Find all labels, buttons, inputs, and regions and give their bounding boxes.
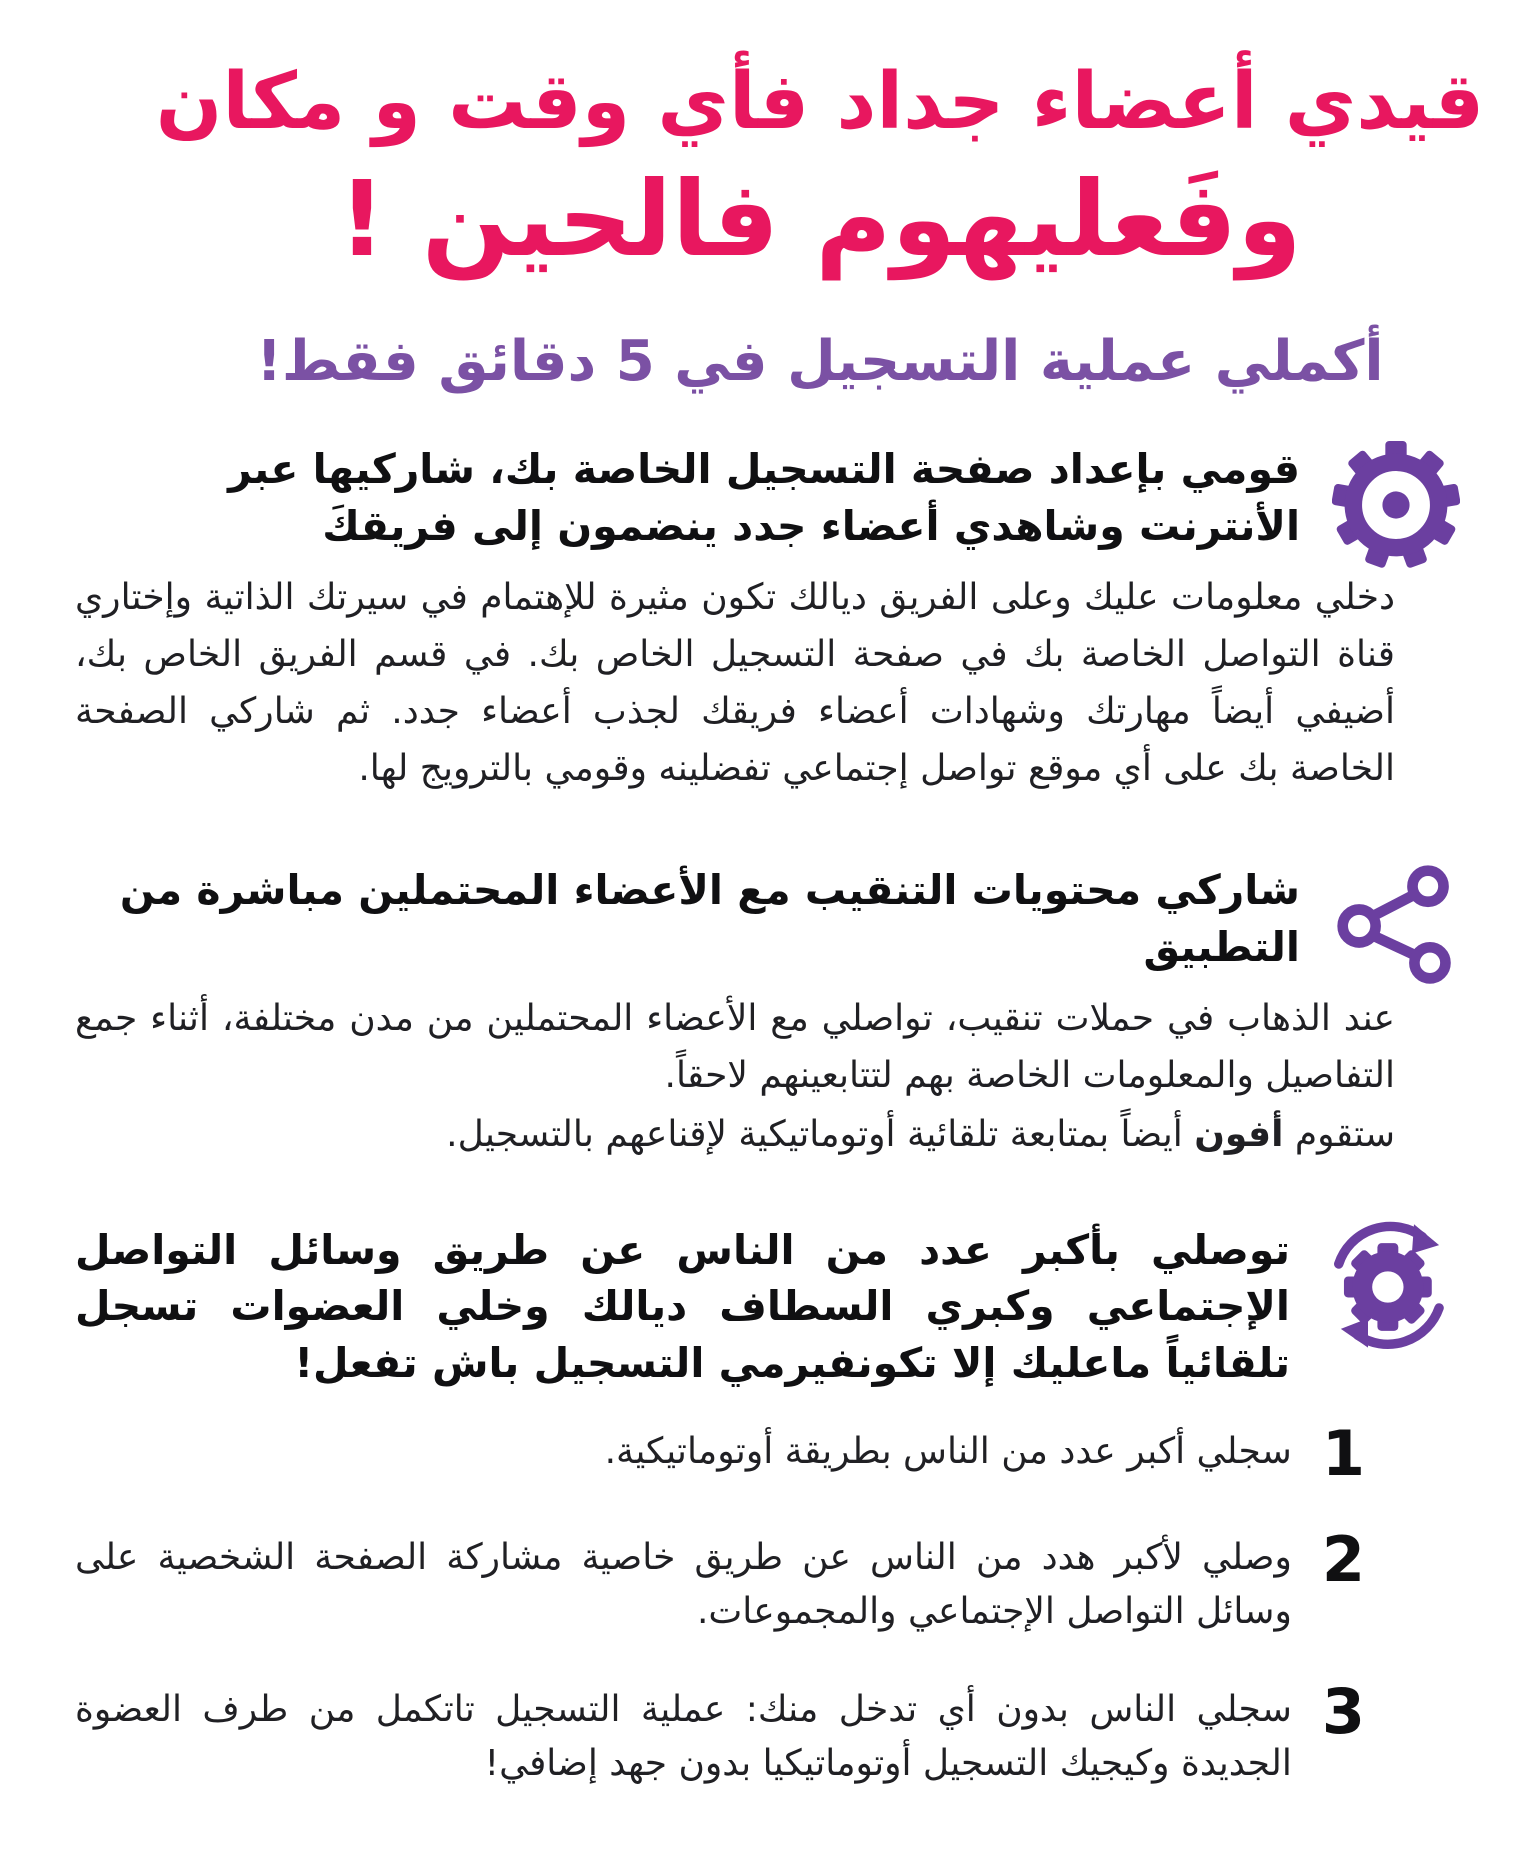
section-body-paragraph: عند الذهاب في حملات تنقيب، تواصلي مع الأعضاء المحتملين من مدن مختلفة، أثناء جمع التفاصيل والمعلومات الخاصة بهم لتتابعينهم لاحقاً. — [75, 998, 1395, 1096]
section-setup-page — [75, 441, 1460, 798]
share-icon — [1332, 862, 1460, 990]
page-subtitle: أكملي عملية التسجيل في 5 دقائق فقط! — [256, 329, 1384, 395]
list-item-number: 1 — [1321, 1417, 1365, 1491]
header — [0, 58, 1530, 395]
brand-name: أفون — [1194, 1113, 1284, 1155]
section-body — [75, 991, 1395, 1164]
list-item-number: 3 — [1321, 1675, 1365, 1749]
page-title-line1: قيدي أعضاء جداد فأي وقت و مكان — [155, 57, 1485, 147]
list-item-text: سجلي الناس بدون أي تدخل منك: عملية التسجيل تاتكمل من طرف العضوة الجديدة وكيجيك التسجيل أوتوماتيكيا بدون جهد إضافي! — [75, 1689, 1292, 1785]
section-body-paragraph — [75, 1107, 1395, 1164]
section-heading: قومي بإعداد صفحة التسجيل الخاصة بك، شاركيها عبر الأنترنت وشاهدي أعضاء جدد ينضمون إلى فريقكَ — [228, 445, 1300, 550]
section-share-prospecting — [75, 862, 1460, 1164]
body-text: أيضاً بمتابعة تلقائية أوتوماتيكية لإقناعهم بالتسجيل. — [446, 1113, 1195, 1155]
list-item — [75, 1675, 1365, 1791]
section-heading: شاركي محتويات التنقيب مع الأعضاء المحتملين مباشرة من التطبيق — [119, 865, 1300, 971]
body-text: ستقوم — [1283, 1113, 1395, 1155]
list-item-text: وصلي لأكبر هدد من الناس عن طريق خاصية مشاركة الصفحة الشخصية على وسائل التواصل الإجتماعي والمجموعات. — [75, 1537, 1292, 1633]
list-item — [75, 1523, 1365, 1639]
sync-gear-icon — [1322, 1218, 1460, 1356]
section-body-paragraph: دخلي معلومات عليك وعلى الفريق ديالك تكون مثيرة للإهتمام في سيرتك الذاتية وإختاري قناة التواصل الخاصة بك في صفحة التسجيل الخاص بك. في قسم الفريق الخاص بك، أضيفي أيضاً مهارتك وشهادات أعضاء فريقك لجذب أعضاء جدد. ثم شاركي الصفحة الخاصة بك على أي موقع تواصل إجتماعي تفضلينه وقومي بالترويج لها. — [75, 577, 1395, 790]
section-body — [75, 570, 1395, 798]
list-item-number: 2 — [1321, 1523, 1365, 1597]
section-social-reach — [75, 1222, 1460, 1792]
page-title-line2: وفَعليهوم فالحين ! — [338, 157, 1302, 280]
list-item-text: سجلي أكبر عدد من الناس بطريقة أوتوماتيكية. — [604, 1431, 1292, 1473]
gear-icon — [1332, 441, 1460, 569]
section-heading: توصلي بأكبر عدد من الناس عن طريق وسائل التواصل الإجتماعي وكبري السطاف ديالك وخلي العضوات تسجل تلقائياً ماعليك إلا تكونفيرمي التسجيل باش تفعل! — [75, 1225, 1290, 1387]
steps-list — [75, 1417, 1365, 1791]
list-item — [75, 1417, 1365, 1491]
